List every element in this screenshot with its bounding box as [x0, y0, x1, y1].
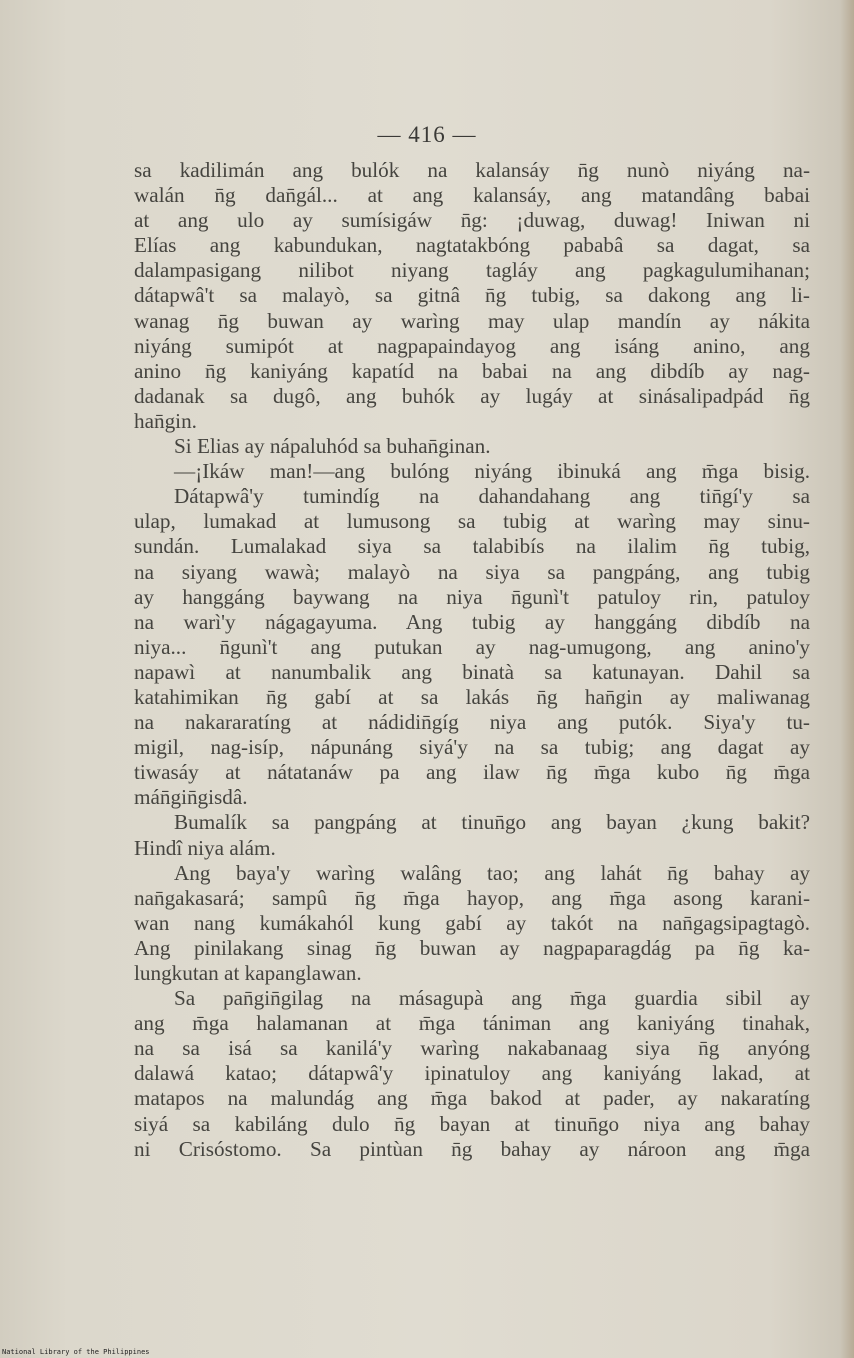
text-line: Sa pan̄gin̄gilag na másagupà ang m̄ga guardia sibil ay [174, 986, 810, 1011]
text-line: ang m̄ga halamanan at m̄ga tániman ang kaniyáng tinahak, [134, 1011, 810, 1036]
text-line: na warì'y nágagayuma. Ang tubig ay hanggáng dibdíb na [134, 609, 810, 634]
text-line: walán n̄g dan̄gál... at ang kalansáy, ang matandâng babai [134, 183, 810, 208]
page-number: — 416 — [377, 122, 477, 147]
page-edge-shadow [840, 0, 854, 1358]
text-line: niya... n̄gunì't ang putukan ay nag-umugong, ang anino'y [134, 634, 810, 659]
text-line: katahimikan n̄g gabí at sa lakás n̄g han̄gin ay maliwanag [134, 684, 810, 709]
text-line: at ang ulo ay sumísigáw n̄g: ¡duwag, duwag! Iniwan ni [134, 208, 810, 233]
text-line: na nakararatíng at nádidin̄gíg niya ang putók. Siya'y tu- [134, 710, 810, 735]
text-line: lungkutan at kapanglawan. [134, 961, 362, 985]
text-line: anino n̄g kaniyáng kapatíd na babai na ang dibdíb ay nag- [134, 358, 810, 383]
text-line: Bumalík sa pangpáng at tinun̄go ang bayan ¿kung bakit? [174, 810, 810, 835]
text-line: nan̄gakasará; sampû n̄g m̄ga hayop, ang m̄ga asong karani- [134, 885, 810, 910]
text-line: napawì at nanumbalik ang binatà sa katunayan. Dahil sa [134, 659, 810, 684]
text-line: migil, nag-isíp, nápunáng siyá'y na sa tubig; ang dagat ay [134, 735, 810, 760]
text-line: dadanak sa dugô, ang buhók ay lugáy at sinásalipadpád n̄g [134, 383, 810, 408]
text-line: Ang baya'y warìng walâng tao; ang lahát n̄g bahay ay [174, 860, 810, 885]
text-line: han̄gin. [134, 408, 197, 433]
text-line: ay hanggáng baywang na niya n̄gunì't patuloy rin, patuloy [134, 584, 810, 609]
text-line: niyáng sumipót at nagpapaindayog ang isáng anino, ang [134, 333, 810, 358]
text-line: dalawá katao; dátapwâ'y ipinatuloy ang kaniyáng lakad, at [134, 1061, 810, 1086]
text-line: siyá sa kabiláng dulo n̄g bayan at tinun̄go niya ang bahay [134, 1111, 810, 1136]
text-line: Dátapwâ'y tumindíg na dahandahang ang tin̄gí'y sa [174, 484, 810, 509]
text-line: sa kadilimán ang bulók na kalansáy n̄g nunò niyáng na- [134, 158, 810, 182]
library-footer: National Library of the Philippines [2, 1348, 150, 1356]
text-line: Elías ang kabundukan, nagtatakbóng pababâ sa dagat, sa [134, 233, 810, 258]
body-text [134, 158, 810, 1162]
text-line: Hindî niya alám. [134, 835, 276, 860]
text-line: Ang pinilakang sinag n̄g buwan ay nagpaparagdág pa n̄g ka- [134, 935, 810, 960]
text-line: wanag n̄g buwan ay warìng may ulap mandín ay nákita [134, 308, 810, 333]
text-line: ni Crisóstomo. Sa pintùan n̄g bahay ay nároon ang m̄ga [134, 1136, 810, 1161]
text-line: na sa isá sa kanilá'y warìng nakabanaag siya n̄g anyóng [134, 1036, 810, 1061]
text-line: Si Elias ay nápaluhód sa buhan̄ginan. [174, 434, 491, 459]
text-line: ulap, lumakad at lumusong sa tubig at warìng may sinu- [134, 509, 810, 534]
text-line: —¡Ikáw man!—ang bulóng niyáng ibinuká ang m̄ga bisig. [174, 459, 810, 484]
text-line: na siyang wawà; malayò na siya sa pangpáng, ang tubig [134, 559, 810, 584]
text-line: tiwasáy at nátatanáw pa ang ilaw n̄g m̄ga kubo n̄g m̄ga [134, 760, 810, 785]
text-line: matapos na malundág ang m̄ga bakod at pader, ay nakaratíng [134, 1086, 810, 1111]
text-line: sundán. Lumalakad siya sa talabibís na ilalim n̄g tubig, [134, 534, 810, 559]
text-line: wan nang kumákahól kung gabí ay takót na nan̄gagsipagtagò. [134, 910, 810, 935]
text-line: dalampasigang nilibot niyang tagláy ang pagkagulumihanan; [134, 258, 810, 283]
text-line: mán̄gin̄gisdâ. [134, 785, 248, 810]
text-line: dátapwâ't sa malayò, sa gitnâ n̄g tubig, sa dakong ang li- [134, 283, 810, 308]
